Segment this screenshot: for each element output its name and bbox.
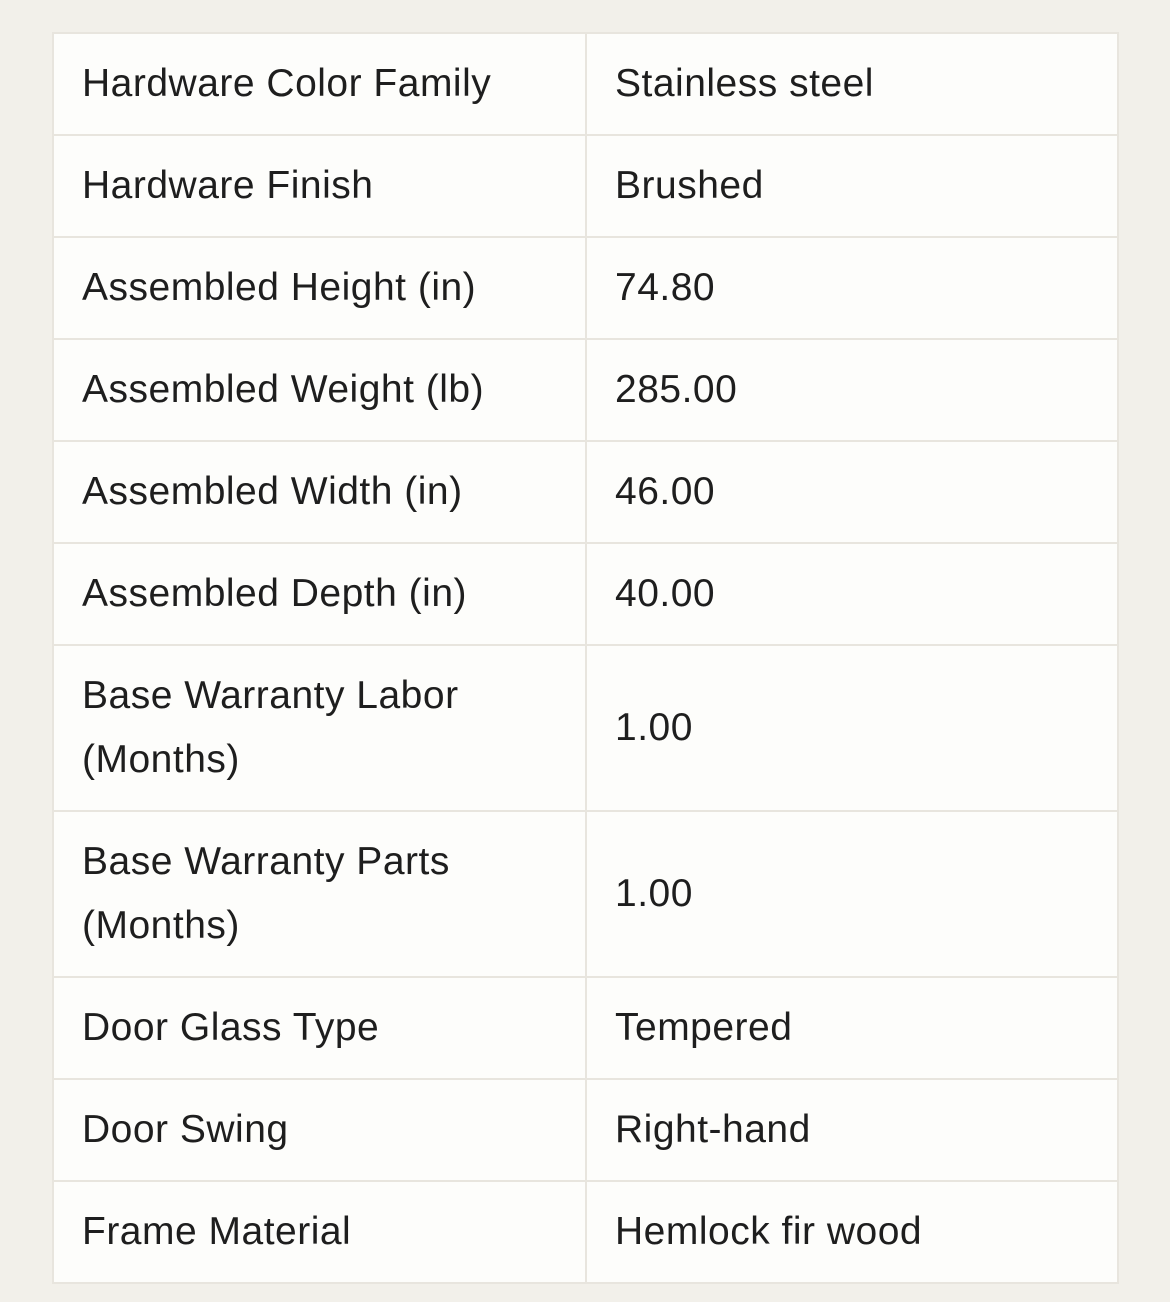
spec-label: Assembled Depth (in) [53,543,586,645]
spec-row [53,33,1118,135]
spec-row [53,543,1118,645]
spec-value: 74.80 [586,237,1118,339]
spec-row [53,1181,1118,1283]
spec-row [53,977,1118,1079]
spec-row [53,339,1118,441]
spec-row [53,811,1118,977]
spec-row [53,237,1118,339]
spec-value: Brushed [586,135,1118,237]
spec-value: 285.00 [586,339,1118,441]
spec-value: Stainless steel [586,33,1118,135]
spec-label: Assembled Weight (lb) [53,339,586,441]
spec-row [53,645,1118,811]
spec-label: Hardware Color Family [53,33,586,135]
spec-value: Hemlock fir wood [586,1181,1118,1283]
spec-label: Assembled Width (in) [53,441,586,543]
spec-value: 1.00 [586,645,1118,811]
spec-row [53,1079,1118,1181]
spec-label: Door Swing [53,1079,586,1181]
spec-value: 40.00 [586,543,1118,645]
specifications-table [52,32,1119,1284]
spec-value: 46.00 [586,441,1118,543]
spec-row [53,135,1118,237]
spec-value: Right-hand [586,1079,1118,1181]
spec-label: Door Glass Type [53,977,586,1079]
spec-label: Assembled Height (in) [53,237,586,339]
spec-value: Tempered [586,977,1118,1079]
specifications-table-body [53,33,1118,1283]
spec-value: 1.00 [586,811,1118,977]
spec-label: Hardware Finish [53,135,586,237]
spec-label: Base Warranty Parts (Months) [53,811,586,977]
spec-label: Frame Material [53,1181,586,1283]
spec-label: Base Warranty Labor (Months) [53,645,586,811]
spec-row [53,441,1118,543]
